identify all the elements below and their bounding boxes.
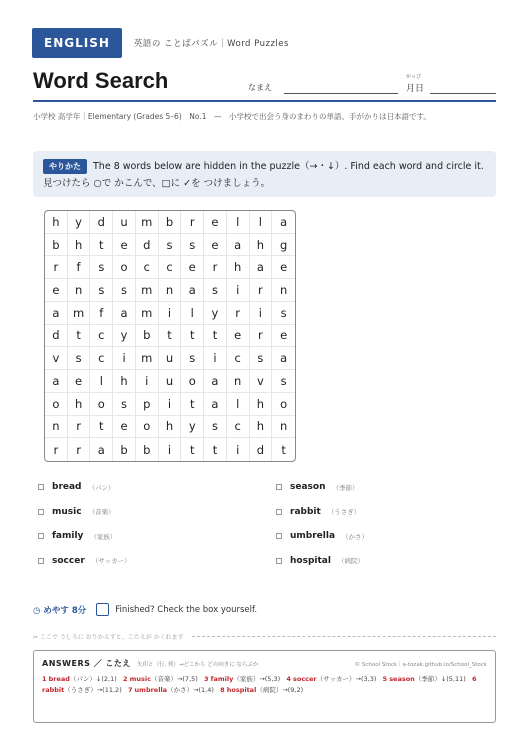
answer-item [383,675,472,683]
timer-label: ◷ めやす 8分 [33,605,87,616]
grid-cell[interactable]: v [250,370,273,393]
grid-cell[interactable]: d [90,211,113,234]
grid-cell[interactable]: s [272,302,295,325]
word-label: rabbit [290,506,321,517]
grid-cell[interactable]: a [227,234,250,257]
word-label: bread [52,482,82,492]
grid-cell[interactable]: f [90,302,113,325]
grid-cell[interactable]: t [204,438,227,461]
grid-cell[interactable]: i [227,438,250,461]
grid-cell[interactable]: t [181,438,204,461]
grid-cell[interactable]: n [272,279,295,302]
word-checkbox[interactable] [276,484,282,490]
answer-number: 6 [472,675,477,683]
answer-word: hospital [226,686,257,694]
grid-cell[interactable]: t [281,442,286,457]
grid-cell[interactable]: s [250,347,273,370]
grid-cell[interactable]: s [204,416,227,439]
grid-cell[interactable]: c [227,347,250,370]
grid-cell[interactable]: e [113,234,136,257]
word-item[interactable] [38,531,116,541]
answers-box [33,650,496,723]
grid-cell[interactable]: h [250,416,273,439]
answers-credit: © School Stock｜a-tozak.github.io/School_Stock [354,662,487,668]
finished-checkbox[interactable] [96,603,109,616]
grid-cell[interactable]: o [45,393,68,416]
grid-cell[interactable]: m [136,302,159,325]
page-title: Word Search [33,68,169,93]
word-checkbox[interactable] [38,509,44,515]
word-hint: （かさ） [342,532,369,541]
grid-cell[interactable]: y [113,325,136,348]
grid-cell[interactable]: s [159,234,182,257]
answer-position: →(5,3) [259,675,281,683]
grid-cell[interactable]: i [227,279,250,302]
answer-number: 8 [220,686,225,694]
answer-item [220,686,307,694]
grid-cell[interactable]: p [136,393,159,416]
answer-number: 7 [127,686,133,694]
grid-cell[interactable]: d [45,325,68,348]
grid-cell[interactable]: c [90,347,113,370]
fold-line-text: ✂ ここで うしろに おりかえすと、こたえが かくれます [33,634,184,641]
grid-cell[interactable]: y [68,211,91,234]
name-field[interactable] [284,93,398,94]
grid-cell[interactable]: r [181,211,204,234]
grid-cell[interactable]: b [45,234,68,257]
grid-cell[interactable]: e [45,279,68,302]
grid-cell[interactable]: r [250,279,273,302]
puzzle-grid [44,210,296,462]
grid-cell[interactable]: h [68,234,91,257]
answer-word: music [129,675,151,683]
instructions-text: The 8 words below are hidden in the puzzle（→・↓）. Find each word and circle it. 見つけたら ○で かこんで、□に ✓を つけましょう。 [43,161,484,189]
grid-cell[interactable]: e [204,211,227,234]
grid-cell[interactable]: s [68,347,91,370]
grid-cell[interactable]: y [181,416,204,439]
word-item[interactable] [38,507,115,517]
word-label: music [52,506,82,517]
grid-cell[interactable]: s [113,393,136,416]
word-label: season [290,482,326,492]
grid-cell[interactable]: t [204,325,227,348]
answer-position: →(9,2) [282,686,304,694]
answer-word: umbrella [134,686,168,694]
instructions-box [33,151,496,197]
answer-position: →(11,2) [96,686,122,694]
answer-jp: （サッカー） [316,675,356,683]
answers-header [42,658,487,669]
word-checkbox[interactable] [38,558,44,564]
grid-cell[interactable]: s [90,279,113,302]
grid-cell[interactable]: n [272,416,295,439]
word-item[interactable] [276,482,358,492]
grid-cell[interactable]: u [113,211,136,234]
grid-cell[interactable]: t [181,393,204,416]
grid-cell[interactable]: c [227,416,250,439]
grid-cell[interactable]: t [68,325,91,348]
grid-cell[interactable]: t [181,325,204,348]
finished-label: Finished? Check the box yourself. [115,604,258,615]
word-checkbox[interactable] [276,558,282,564]
word-item[interactable] [38,556,131,566]
word-label: umbrella [290,531,336,541]
grid-cell[interactable]: r [204,256,227,279]
grid-cell[interactable]: g [272,234,295,257]
word-checkbox[interactable] [38,484,44,490]
grid-cell[interactable]: e [272,256,295,279]
grid-cell[interactable]: h [250,393,273,416]
answer-position: →(3,3) [355,675,377,683]
grid-cell[interactable]: n [159,279,182,302]
answer-number: 4 [286,675,291,683]
grid-cell[interactable]: c [136,256,159,279]
grid-cell[interactable]: r [45,256,68,279]
answer-jp: （家族） [233,675,260,683]
answer-word: season [389,675,415,683]
grid-cell[interactable]: a [113,302,136,325]
word-item[interactable] [38,482,115,492]
grid-cell[interactable]: e [113,416,136,439]
grid-cell[interactable]: f [68,256,91,279]
grid-cell[interactable]: o [113,256,136,279]
grid-cell[interactable]: a [250,256,273,279]
grid-cell[interactable]: m [136,347,159,370]
name-label: なまえ [248,83,272,92]
grid-cell[interactable]: r [250,325,273,348]
grid-cell[interactable]: d [250,438,273,461]
answer-word: rabbit [42,686,65,694]
answer-position: ↓(2,1) [95,675,117,683]
subject-badge: ENGLISH [32,28,122,58]
word-hint: （音楽） [88,508,115,516]
grid-cell[interactable]: i [113,347,136,370]
grid-cell[interactable]: b [136,438,159,461]
grid-cell[interactable]: h [159,416,182,439]
answer-item [128,686,220,694]
answers-subtitle: 矢印と（行, 列）→どこから どの向きに ならぶか [136,662,259,668]
answer-item [123,675,204,683]
answer-number: 1 [42,675,47,683]
header-row [32,28,289,58]
series-label: 英語の ことばパズル｜Word Puzzles [133,39,289,49]
word-label: hospital [290,555,331,566]
word-label: family [52,531,84,541]
grid-cell[interactable]: u [159,347,182,370]
grid-cell[interactable]: l [181,302,204,325]
answers-title: ANSWERS ／ こたえ [42,659,131,668]
answer-jp: （音楽） [150,675,177,683]
grid-cell[interactable]: e [272,325,295,348]
grid-cell[interactable]: b [136,325,159,348]
grid-cell[interactable]: d [136,234,159,257]
word-item[interactable] [276,507,360,517]
instructions-tag: やりかた [43,159,87,174]
grid-cell[interactable]: b [159,211,182,234]
grid-cell[interactable]: m [68,302,91,325]
grid-cell[interactable]: o [136,416,159,439]
grid-cell[interactable]: n [68,279,91,302]
grid-cell[interactable]: a [272,347,295,370]
answer-position: →(7,5) [176,675,198,683]
header-divider [33,100,496,102]
word-item[interactable] [276,531,368,541]
word-checkbox[interactable] [38,533,44,539]
grid-cell[interactable]: h [68,393,91,416]
grid-cell[interactable]: n [45,416,68,439]
grid-cell[interactable]: c [90,325,113,348]
grid-cell[interactable]: a [181,279,204,302]
date-ruby: がっぴ [406,74,422,80]
grid-cell[interactable]: c [159,256,182,279]
grid-cell[interactable]: l [250,211,273,234]
date-label: 月日 [406,84,425,94]
timer-row [33,603,257,616]
grid-cell[interactable]: o [272,393,295,416]
word-hint: （季節） [332,483,359,492]
grid-cell[interactable]: s [90,256,113,279]
grid-cell[interactable]: h [45,211,68,234]
grid-cell[interactable]: i [159,438,182,461]
answer-item [286,675,382,683]
answer-number: 3 [204,675,209,683]
answer-item [204,675,286,683]
answer-jp: （うさぎ） [64,686,97,694]
grid-cell[interactable]: s [181,347,204,370]
grid-cell[interactable]: u [159,370,182,393]
grid-cell[interactable]: r [68,438,91,461]
grid-cell[interactable]: a [272,211,295,234]
answers-list [42,674,487,696]
grid-cell[interactable]: o [181,370,204,393]
word-item[interactable] [276,556,364,566]
grid-cell[interactable]: e [204,234,227,257]
answer-position: ↓(5,11) [440,675,466,683]
grid-cell[interactable]: r [45,438,68,461]
grid-cell[interactable]: i [136,370,159,393]
grid-cell[interactable]: n [227,370,250,393]
word-hint: （家族） [90,532,117,541]
grid-cell[interactable]: m [136,279,159,302]
answer-item [42,675,123,683]
grid-cell[interactable]: s [113,279,136,302]
answer-number: 2 [122,675,128,683]
date-field[interactable] [430,93,496,94]
grid-cell[interactable]: b [113,438,136,461]
grid-cell[interactable]: y [204,302,227,325]
grid-cell[interactable]: i [204,347,227,370]
grid-cell[interactable]: a [90,438,113,461]
answer-jp: （かさ） [167,686,194,694]
word-hint: （うさぎ） [327,508,361,516]
worksheet-meta: 小学校 高学年｜Elementary (Grades 5–6) No.1 — 小学校で出会う身のまわりの単語。手がかりは日本語です。 [33,112,431,121]
grid-cell[interactable]: m [136,211,159,234]
grid-cell[interactable]: t [90,416,113,439]
fold-line-dash [192,636,496,637]
answer-jp: （パン） [69,675,96,683]
grid-cell[interactable]: l [90,370,113,393]
word-checkbox[interactable] [276,509,282,515]
word-checkbox[interactable] [276,533,282,539]
grid-cell[interactable]: i [250,302,273,325]
grid-cell[interactable]: a [204,370,227,393]
answer-jp: （季節） [414,675,441,683]
word-label: soccer [52,555,85,566]
grid-cell[interactable]: a [45,370,68,393]
grid-cell[interactable]: e [68,370,91,393]
grid-cell[interactable]: i [159,302,182,325]
answer-position: →(1,4) [193,686,214,694]
grid-cell[interactable]: h [250,234,273,257]
grid-cell[interactable]: h [227,256,250,279]
grid-cell[interactable]: t [90,234,113,257]
answer-number: 5 [382,675,388,683]
grid-cell[interactable]: r [227,302,250,325]
grid-cell[interactable]: s [272,370,295,393]
grid-cell[interactable]: a [204,393,227,416]
answer-jp: （病院） [256,686,283,694]
grid-cell[interactable]: o [90,393,113,416]
grid-cell[interactable]: l [227,393,250,416]
fold-line [33,632,496,641]
grid-cell[interactable]: e [181,256,204,279]
word-hint: （サッカー） [91,557,131,565]
grid-cell[interactable]: s [181,234,204,257]
grid-cell[interactable]: s [204,279,227,302]
answer-word: bread [48,675,70,683]
grid-cell[interactable]: l [227,211,250,234]
grid-cell[interactable]: t [159,325,182,348]
grid-cell[interactable]: r [68,416,91,439]
answer-word: family [210,675,234,683]
grid-cell[interactable]: v [45,347,68,370]
word-hint: （パン） [88,483,115,492]
answer-word: soccer [292,675,317,683]
grid-cell[interactable]: e [227,325,250,348]
word-hint: （病院） [337,557,364,565]
grid-cell[interactable]: h [113,370,136,393]
grid-cell[interactable]: a [45,302,68,325]
grid-cell[interactable]: i [159,393,182,416]
